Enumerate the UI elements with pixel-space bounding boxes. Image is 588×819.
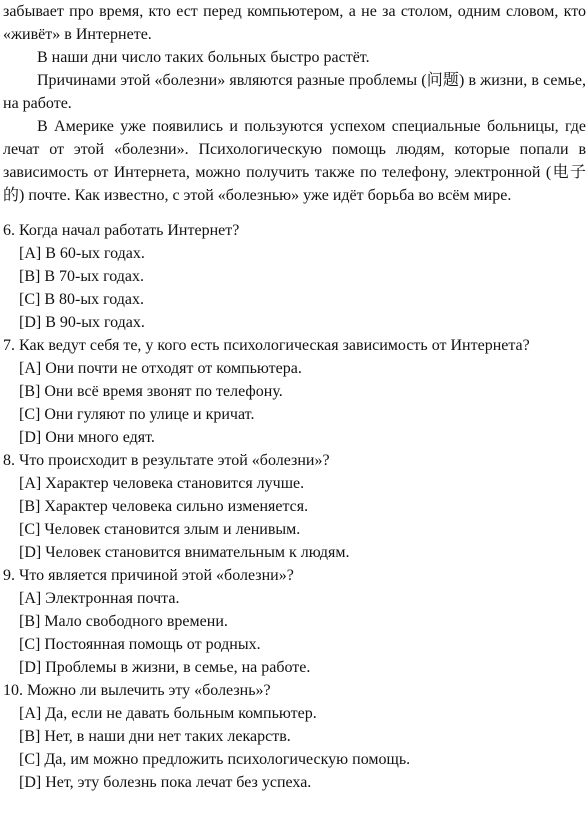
answer-option-d: [D] Нет, эту болезнь пока лечат без успеха.	[19, 774, 312, 791]
answer-option-d: [D] Проблемы в жизни, в семье, на работе.	[19, 659, 311, 676]
answer-option-a: [A] Электронная почта.	[19, 590, 180, 607]
answer-option-c: [C] Человек становится злым и ленивым.	[19, 521, 301, 538]
question-8	[3, 449, 586, 564]
question-text: 8. Что происходит в результате этой «болезни»?	[3, 452, 330, 469]
answer-option-b: [B] Мало свободного времени.	[19, 613, 228, 630]
reading-passage	[3, 0, 586, 207]
answer-option-b: [B] Характер человека сильно изменяется.	[19, 498, 309, 515]
answer-option-d: [D] Они много едят.	[19, 429, 155, 446]
question-list	[3, 219, 586, 794]
answer-option-c: [C] Они гуляют по улице и кричат.	[19, 406, 255, 423]
question-text: 7. Как ведут себя те, у кого есть психологическая зависимость от Интернета?	[3, 337, 530, 354]
answer-option-a: [A] Да, если не давать больным компьютер.	[19, 705, 317, 722]
answer-option-c: [C] Постоянная помощь от родных.	[19, 636, 261, 653]
answer-option-a: [A] В 60-ых годах.	[19, 245, 145, 262]
answer-option-b: [B] В 70-ых годах.	[19, 268, 145, 285]
question-6	[3, 219, 586, 334]
question-7	[3, 334, 586, 449]
answer-option-b: [B] Нет, в наши дни нет таких лекарств.	[19, 728, 291, 745]
answer-option-b: [B] Они всё время звонят по телефону.	[19, 383, 283, 400]
question-text: 6. Когда начал работать Интернет?	[3, 222, 240, 239]
answer-option-d: [D] Человек становится внимательным к людям.	[19, 544, 350, 561]
answer-option-a: [A] Характер человека становится лучше.	[19, 475, 305, 492]
passage-paragraph-4: В Америке уже появились и пользуются успехом специальные больницы, где лечат от этой «болезни». Психологическую помощь людям, которые попали в зависимость от Интернета, можно получить также по телефону, электронной (电子的) почте. Как известно, с этой «болезнью» уже идёт борьба во всём мире.	[3, 118, 586, 204]
passage-paragraph-3: Причинами этой «болезни» являются разные проблемы (问题) в жизни, в семье, на работе.	[3, 72, 586, 112]
answer-option-a: [A] Они почти не отходят от компьютера.	[19, 360, 302, 377]
question-10	[3, 679, 586, 794]
question-9	[3, 564, 586, 679]
passage-paragraph-2: В наши дни число таких больных быстро растёт.	[37, 49, 370, 66]
question-text: 9. Что является причиной этой «болезни»?	[3, 567, 294, 584]
question-text: 10. Можно ли вылечить эту «болезнь»?	[3, 682, 271, 699]
passage-paragraph-continued: забывает про время, кто ест перед компьютером, а не за столом, одним словом, кто «живёт» в Интернете.	[3, 3, 586, 43]
answer-option-c: [C] Да, им можно предложить психологическую помощь.	[19, 751, 411, 768]
answer-option-d: [D] В 90-ых годах.	[19, 314, 145, 331]
answer-option-c: [C] В 80-ых годах.	[19, 291, 145, 308]
